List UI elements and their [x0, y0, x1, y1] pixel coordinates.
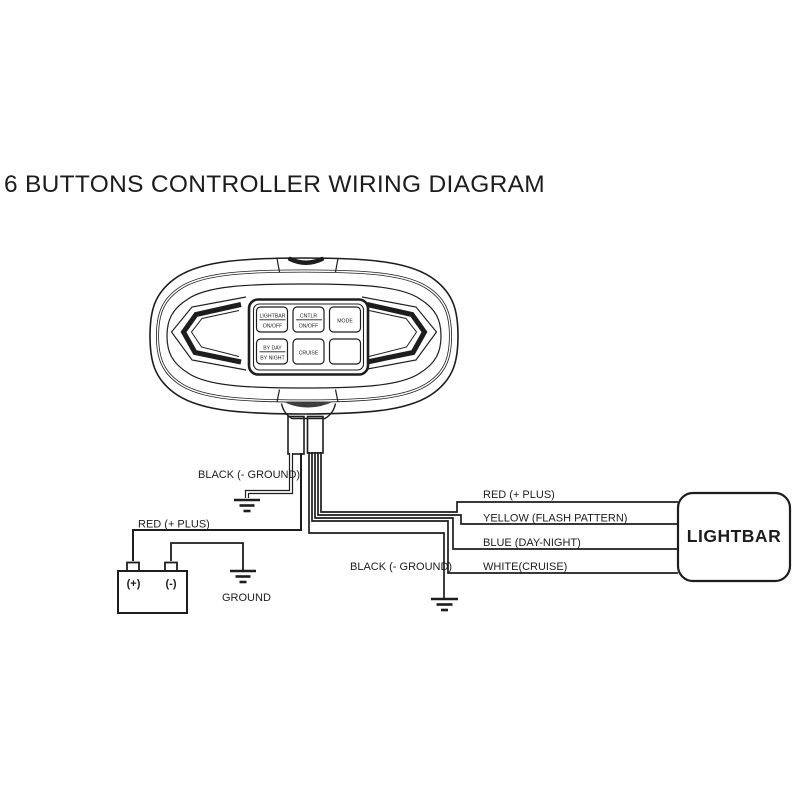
left-light-pod — [172, 297, 247, 370]
button-byday-label-line2: BY NIGHT — [260, 355, 285, 362]
blue-wire-label: BLUE (DAY-NIGHT) — [483, 537, 581, 549]
left-pod-chevron-inner-line — [192, 311, 240, 357]
ground-symbol-battery — [230, 571, 256, 582]
right-pod-chevron-inner-line — [369, 311, 417, 357]
button-cntlr-label-line2: ON/OFF — [298, 323, 319, 330]
battery-ground-label: GROUND — [222, 592, 271, 604]
top-clip-notch — [290, 259, 322, 263]
right-connector-stub — [308, 417, 324, 454]
button-cntlr-label-line1: CNTLR — [299, 313, 318, 320]
battery-negative-label: (-) — [165, 578, 177, 590]
button-blank — [330, 339, 361, 364]
lightbar-red-wire — [321, 452, 678, 512]
ground-symbol-harness — [431, 599, 458, 610]
lightbar-label: LIGHTBAR — [686, 526, 782, 546]
battery-positive-wire-label: RED (+ PLUS) — [138, 518, 210, 531]
lightbar-ground-label: BLACK (- GROUND) — [350, 561, 453, 573]
right-light-pod — [362, 297, 437, 370]
battery-negative-wire — [171, 543, 243, 570]
button-lightbar-label-line2: ON/OFF — [262, 323, 283, 330]
battery-negative-terminal — [165, 563, 177, 572]
button-lightbar-label-line1: LIGHTBAR — [259, 313, 286, 320]
button-cruise-label: CRUISE — [298, 350, 319, 357]
red-wire-label: RED (+ PLUS) — [483, 489, 555, 501]
connector-dark-band — [284, 402, 334, 408]
button-byday-label-line1: BY DAY — [263, 345, 282, 352]
battery-positive-label: (+) — [126, 578, 141, 590]
ground-symbol-controller — [234, 500, 260, 511]
battery-positive-terminal — [127, 563, 139, 572]
diagram-title: 6 BUTTONS CONTROLLER WIRING DIAGRAM — [4, 171, 545, 198]
controller-device — [150, 258, 458, 454]
battery — [118, 563, 187, 614]
left-connector-stub — [288, 417, 304, 455]
lightbar-box — [678, 493, 790, 581]
harness-ground-wire — [309, 452, 444, 598]
controller-ground-label: BLACK (- GROUND) — [198, 469, 301, 481]
yellow-wire-label: YELLOW (FLASH PATTERN) — [483, 512, 628, 525]
white-wire-label: WHITE(CRUISE) — [483, 561, 568, 573]
button-mode-label: MODE — [337, 318, 353, 325]
